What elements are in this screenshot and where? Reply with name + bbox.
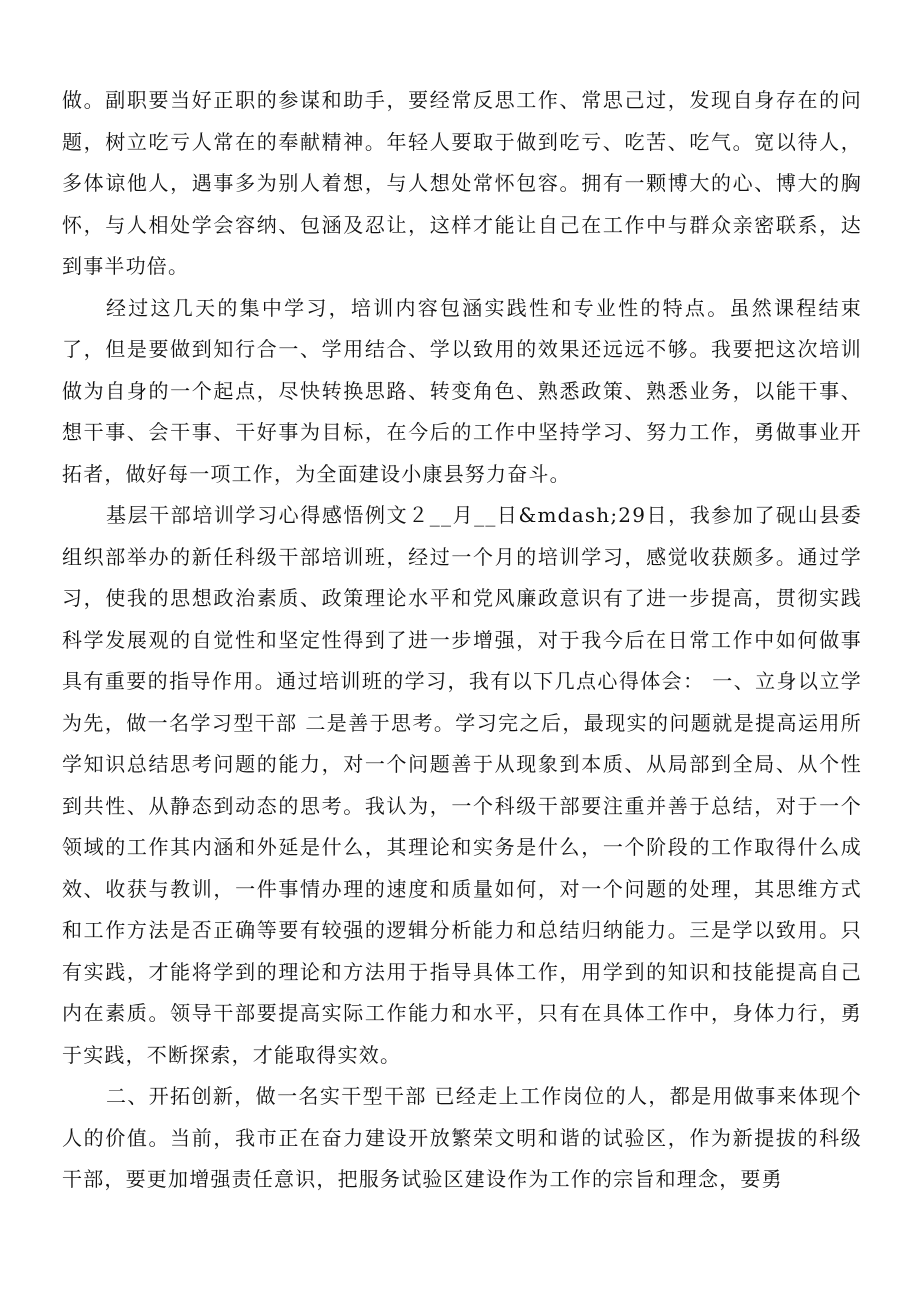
- paragraph-4: 二、开拓创新，做一名实干型干部 已经走上工作岗位的人，都是用做事来体现个人的价值。当前，我市正在奋力建设开放繁荣文明和谐的试验区，作为新提拔的科级干部，要更加增强责任意识，把服务试验区建设作为工作的宗旨和理念，要勇: [62, 1084, 862, 1191]
- paragraph-1: 做。副职要当好正职的参谋和助手，要经常反思工作、常思己过，发现自身存在的问题，树立吃亏人常在的奉献精神。年轻人要取于做到吃亏、吃苦、吃气。宽以待人，多体谅他人，遇事多为别人着想，与人想处常怀包容。拥有一颗博大的心、博大的胸怀，与人相处学会容纳、包涵及忍让，这样才能让自己在工作中与群众亲密联系，达到事半功倍。: [62, 88, 862, 278]
- paragraph-2: 经过这几天的集中学习，培训内容包涵实践性和专业性的特点。虽然课程结束了，但是要做到知行合一、学用结合、学以致用的效果还远远不够。我要把这次培训做为自身的一个起点，尽快转换思路、转变角色、熟悉政策、熟悉业务，以能干事、想干事、会干事、干好事为目标，在今后的工作中坚持学习、努力工作，勇做事业开拓者，做好每一项工作，为全面建设小康县努力奋斗。: [62, 295, 862, 486]
- document-body: [62, 80, 862, 1201]
- paragraph-3: 基层干部培训学习心得感悟例文２__月__日&mdash;29日，我参加了砚山县委组织部举办的新任科级干部培训班，经过一个月的培训学习，感觉收获颇多。通过学习，使我的思想政治素质、政策理论水平和党风廉政意识有了进一步提高，贯彻实践科学发展观的自觉性和坚定性得到了进一步增强，对于我今后在日常工作中如何做事具有重要的指导作用。通过培训班的学习，我有以下几点心得体会： 一、立身以立学为先，做一名学习型干部 二是善于思考。学习完之后，最现实的问题就是提高运用所学知识总结思考问题的能力，对一个问题善于从现象到本质、从局部到全局、从个性到共性、从静态到动态的思考。我认为，一个科级干部要注重并善于总结，对于一个领域的工作其内涵和外延是什么，其理论和实务是什么，一个阶段的工作取得什么成效、收获与教训，一件事情办理的速度和质量如何，对一个问题的处理，其思维方式和工作方法是否正确等要有较强的逻辑分析能力和总结归纳能力。三是学以致用。只有实践，才能将学到的理论和方法用于指导具体工作，用学到的知识和技能提高自己内在素质。领导干部要提高实际工作能力和水平，只有在具体工作中，身体力行，勇于实践，不断探索，才能取得实效。: [62, 503, 862, 1067]
